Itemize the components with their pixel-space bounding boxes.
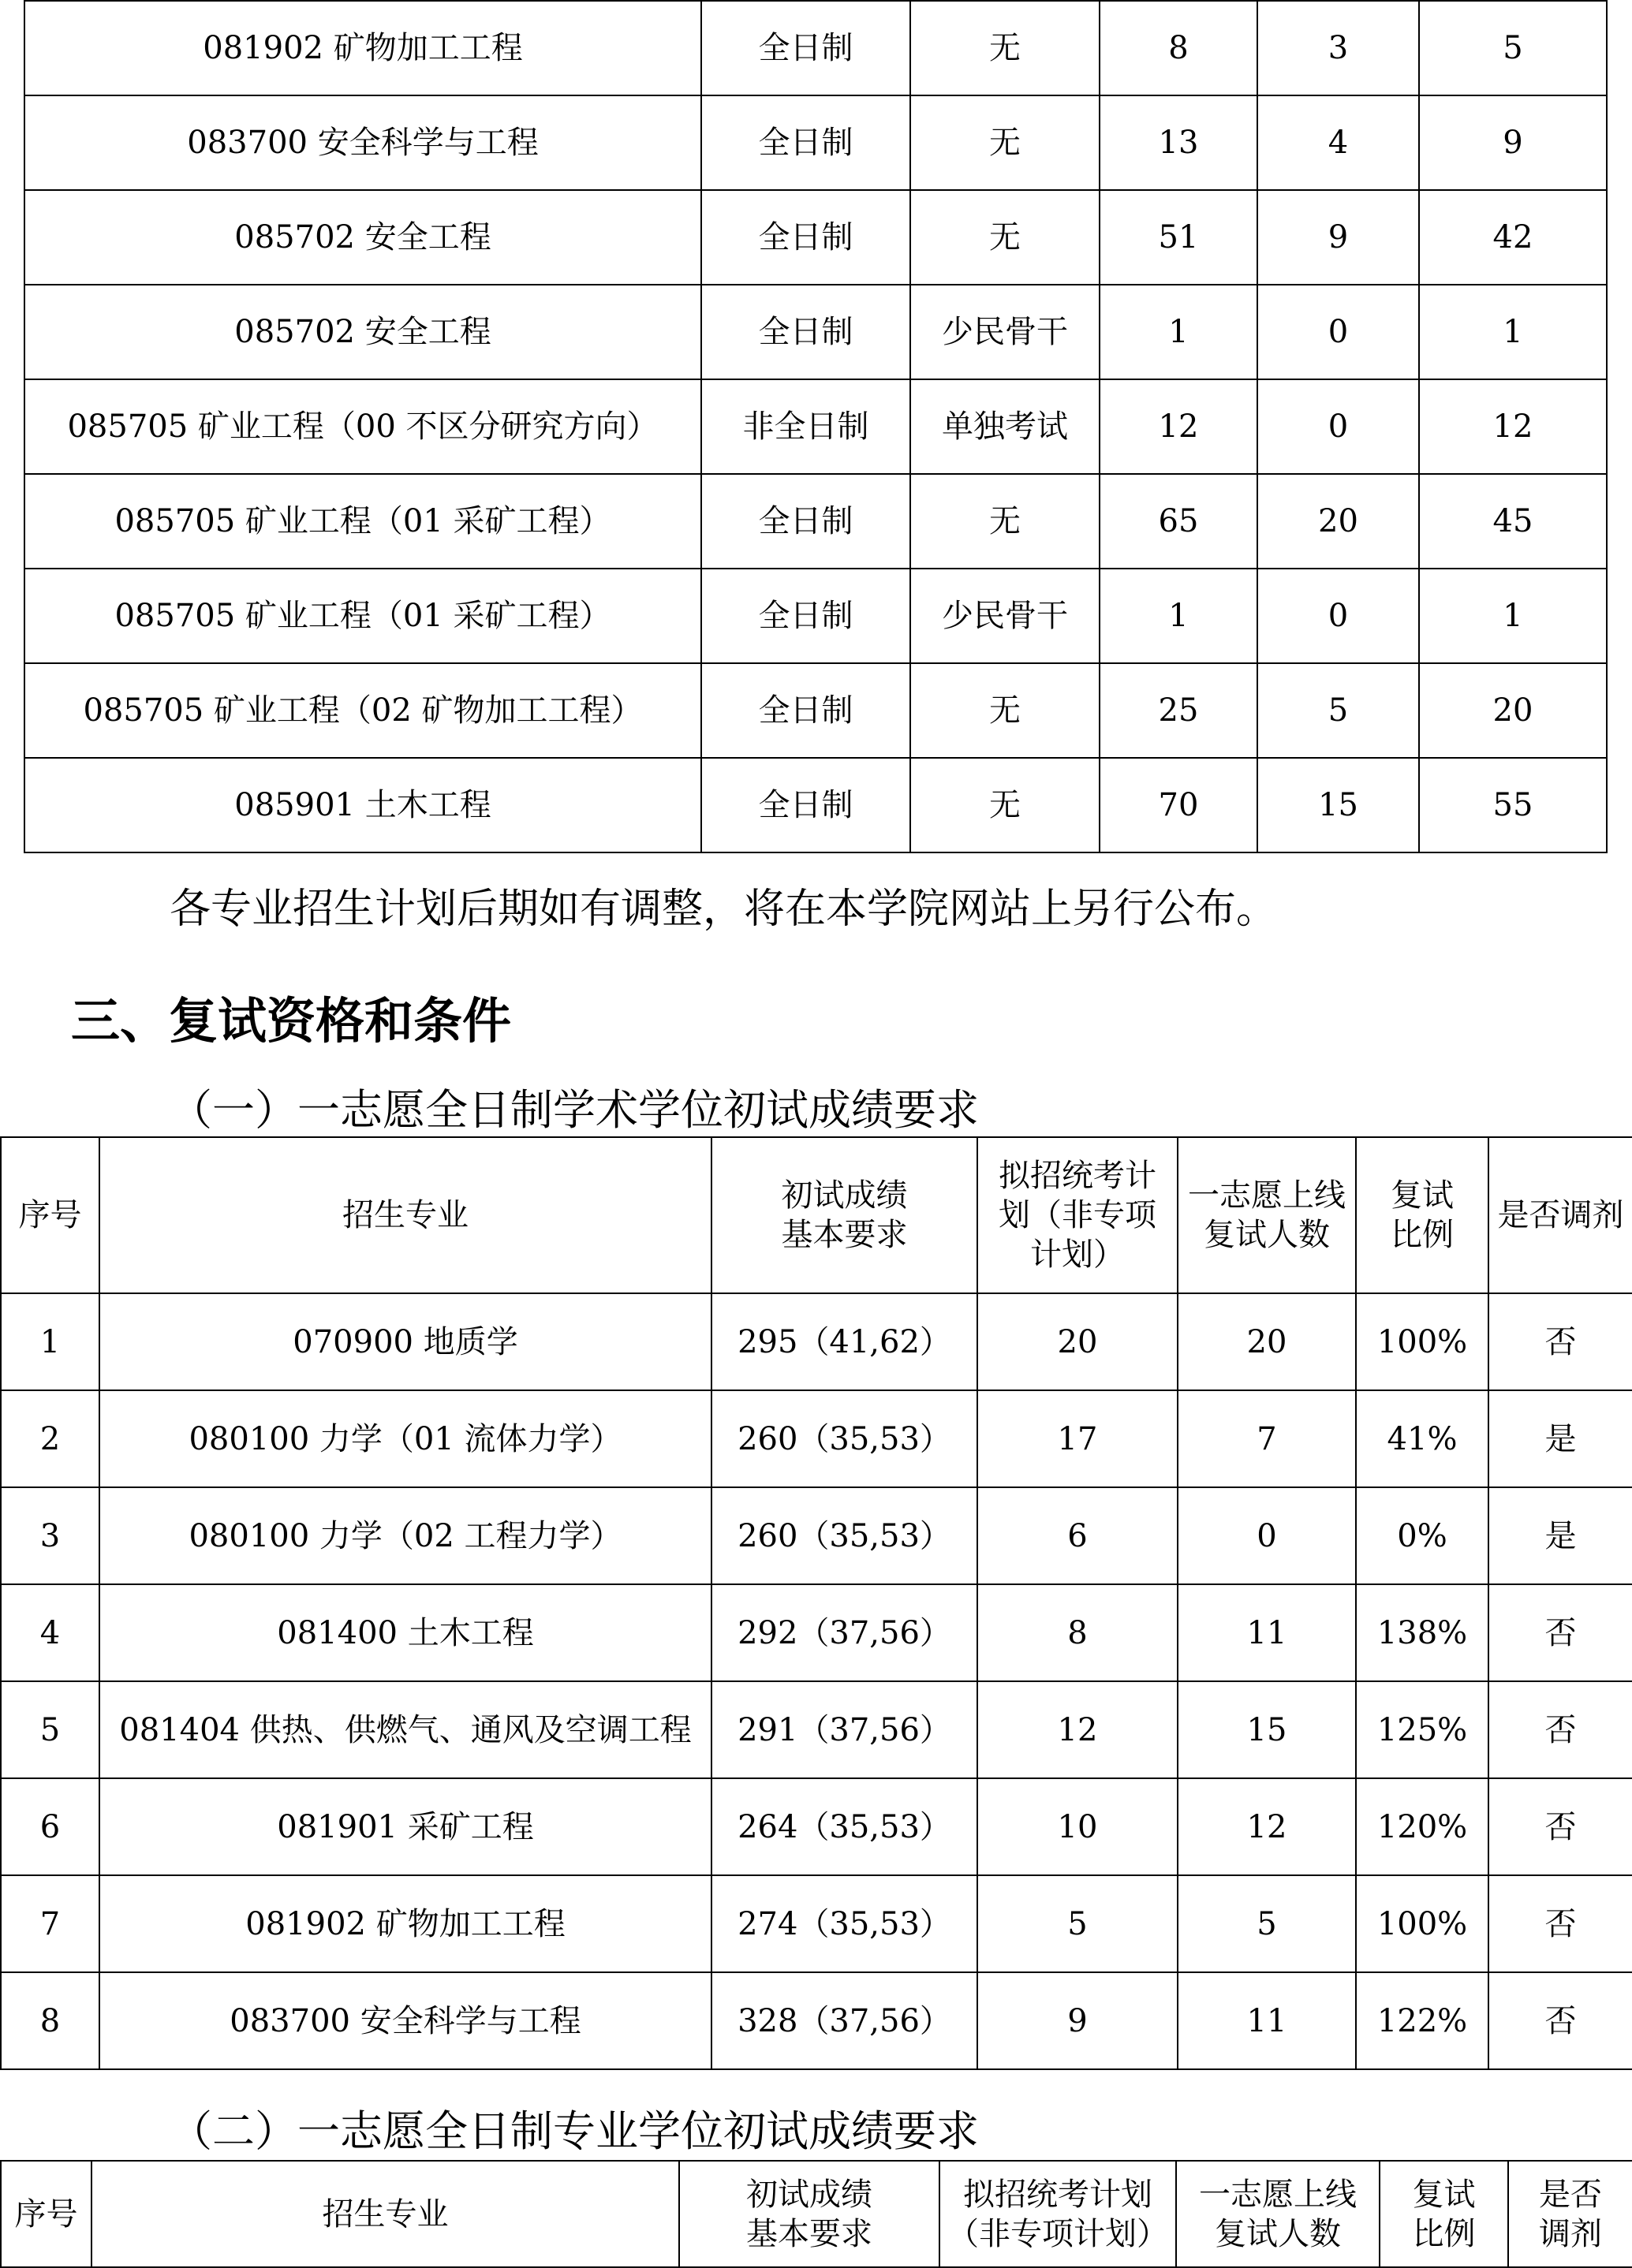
special-plan-cell: 无 [910,95,1100,190]
major-cell: 081901 采矿工程 [99,1778,711,1875]
transfer-cell: 否 [1488,1681,1632,1778]
subsection-2-title: （二）一志愿全日制专业学位初试成绩要求 [170,2106,979,2156]
col-header-qualified-count: 一志愿上线 复试人数 [1176,2161,1380,2267]
special-plan-cell: 少民骨干 [910,285,1100,379]
plan-cell: 9 [977,1972,1178,2069]
col-header-index: 序号 [1,2161,91,2267]
exempt-cell: 0 [1257,379,1419,474]
qualified-count-cell: 15 [1178,1681,1356,1778]
special-plan-cell: 单独考试 [910,379,1100,474]
index-cell: 5 [1,1681,99,1778]
study-mode-cell: 全日制 [701,474,910,569]
col-header-plan: 拟招统考计 划（非专项 计划） [977,1137,1178,1293]
total-plan-cell: 25 [1100,663,1257,758]
ratio-cell: 122% [1356,1972,1488,2069]
col-header-ratio: 复试 比例 [1356,1137,1488,1293]
exempt-cell: 5 [1257,663,1419,758]
study-mode-cell: 全日制 [701,285,910,379]
transfer-cell: 否 [1488,1293,1632,1390]
transfer-cell: 否 [1488,1778,1632,1875]
special-plan-cell: 无 [910,663,1100,758]
study-mode-cell: 全日制 [701,95,910,190]
ratio-cell: 100% [1356,1293,1488,1390]
adjustment-note: 各专业招生计划后期如有调整，将在本学院网站上另行公布。 [170,886,1278,933]
basic-score-cell: 264（35,53） [711,1778,977,1875]
col-header-transfer: 是否调剂 [1488,1137,1632,1293]
professional-degree-score-table [0,2160,1632,2268]
qualified-count-cell: 11 [1178,1972,1356,2069]
special-plan-cell: 无 [910,1,1100,95]
table-row [1,1584,1632,1681]
exempt-cell: 15 [1257,758,1419,852]
exam-plan-cell: 12 [1419,379,1607,474]
col-header-plan: 拟招统考计划 （非专项计划） [939,2161,1176,2267]
major-cell: 085705 矿业工程（02 矿物加工工程） [24,663,701,758]
basic-score-cell: 328（37,56） [711,1972,977,2069]
col-header-basic-score: 初试成绩 基本要求 [711,1137,977,1293]
section-3-title: 三、复试资格和条件 [71,992,512,1050]
table-row [24,663,1607,758]
col-header-major: 招生专业 [91,2161,679,2267]
special-plan-cell: 少民骨干 [910,569,1100,663]
plan-cell: 5 [977,1875,1178,1972]
academic-degree-score-table [0,1136,1632,2070]
ratio-cell: 41% [1356,1390,1488,1487]
study-mode-cell: 全日制 [701,758,910,852]
enrollment-plan-table-body [24,1,1607,852]
study-mode-cell: 全日制 [701,569,910,663]
major-cell: 070900 地质学 [99,1293,711,1390]
plan-cell: 20 [977,1293,1178,1390]
study-mode-cell: 全日制 [701,663,910,758]
special-plan-cell: 无 [910,190,1100,285]
subsection-1-title: （一）一志愿全日制学术学位初试成绩要求 [170,1085,979,1135]
index-cell: 2 [1,1390,99,1487]
table-row [1,1681,1632,1778]
plan-cell: 6 [977,1487,1178,1584]
total-plan-cell: 1 [1100,569,1257,663]
index-cell: 3 [1,1487,99,1584]
total-plan-cell: 8 [1100,1,1257,95]
basic-score-cell: 260（35,53） [711,1390,977,1487]
exempt-cell: 20 [1257,474,1419,569]
exempt-cell: 0 [1257,569,1419,663]
ratio-cell: 125% [1356,1681,1488,1778]
major-cell: 083700 安全科学与工程 [24,95,701,190]
table-row [1,1778,1632,1875]
table-row [24,285,1607,379]
index-cell: 4 [1,1584,99,1681]
ratio-cell: 0% [1356,1487,1488,1584]
col-header-basic-score: 初试成绩 基本要求 [679,2161,939,2267]
academic-table-body [1,1293,1632,2069]
major-cell: 085705 矿业工程（01 采矿工程） [24,569,701,663]
table-row [24,95,1607,190]
transfer-cell: 是 [1488,1487,1632,1584]
table-row [24,190,1607,285]
ratio-cell: 120% [1356,1778,1488,1875]
major-cell: 081404 供热、供燃气、通风及空调工程 [99,1681,711,1778]
major-cell: 085702 安全工程 [24,190,701,285]
exempt-cell: 0 [1257,285,1419,379]
col-header-ratio: 复试 比例 [1380,2161,1508,2267]
qualified-count-cell: 11 [1178,1584,1356,1681]
table-row [24,1,1607,95]
exam-plan-cell: 42 [1419,190,1607,285]
exam-plan-cell: 1 [1419,569,1607,663]
study-mode-cell: 全日制 [701,1,910,95]
exam-plan-cell: 20 [1419,663,1607,758]
academic-table-header [1,1137,1632,1293]
plan-cell: 12 [977,1681,1178,1778]
major-cell: 081902 矿物加工工程 [99,1875,711,1972]
table-row [24,379,1607,474]
major-cell: 080100 力学（02 工程力学） [99,1487,711,1584]
plan-cell: 8 [977,1584,1178,1681]
basic-score-cell: 291（37,56） [711,1681,977,1778]
ratio-cell: 100% [1356,1875,1488,1972]
index-cell: 1 [1,1293,99,1390]
total-plan-cell: 1 [1100,285,1257,379]
index-cell: 7 [1,1875,99,1972]
table-row [24,758,1607,852]
table-row [24,569,1607,663]
transfer-cell: 否 [1488,1584,1632,1681]
table-row [24,474,1607,569]
col-header-transfer: 是否 调剂 [1508,2161,1632,2267]
major-cell: 080100 力学（01 流体力学） [99,1390,711,1487]
major-cell: 081400 土木工程 [99,1584,711,1681]
qualified-count-cell: 5 [1178,1875,1356,1972]
table-row [1,1972,1632,2069]
study-mode-cell: 非全日制 [701,379,910,474]
major-cell: 081902 矿物加工工程 [24,1,701,95]
total-plan-cell: 65 [1100,474,1257,569]
major-cell: 085705 矿业工程（01 采矿工程） [24,474,701,569]
major-cell: 085705 矿业工程（00 不区分研究方向） [24,379,701,474]
col-header-index: 序号 [1,1137,99,1293]
qualified-count-cell: 7 [1178,1390,1356,1487]
table-row [1,1390,1632,1487]
transfer-cell: 否 [1488,1972,1632,2069]
total-plan-cell: 12 [1100,379,1257,474]
total-plan-cell: 70 [1100,758,1257,852]
major-cell: 085702 安全工程 [24,285,701,379]
exam-plan-cell: 9 [1419,95,1607,190]
basic-score-cell: 260（35,53） [711,1487,977,1584]
basic-score-cell: 295（41,62） [711,1293,977,1390]
plan-cell: 10 [977,1778,1178,1875]
qualified-count-cell: 12 [1178,1778,1356,1875]
col-header-qualified-count: 一志愿上线 复试人数 [1178,1137,1356,1293]
qualified-count-cell: 0 [1178,1487,1356,1584]
ratio-cell: 138% [1356,1584,1488,1681]
special-plan-cell: 无 [910,758,1100,852]
table-row [1,1293,1632,1390]
basic-score-cell: 274（35,53） [711,1875,977,1972]
professional-table-header [1,2161,1632,2267]
exam-plan-cell: 5 [1419,1,1607,95]
plan-cell: 17 [977,1390,1178,1487]
total-plan-cell: 51 [1100,190,1257,285]
exempt-cell: 4 [1257,95,1419,190]
transfer-cell: 否 [1488,1875,1632,1972]
exempt-cell: 9 [1257,190,1419,285]
enrollment-plan-table [24,0,1608,853]
major-cell: 083700 安全科学与工程 [99,1972,711,2069]
index-cell: 6 [1,1778,99,1875]
table-row [1,1487,1632,1584]
major-cell: 085901 土木工程 [24,758,701,852]
exam-plan-cell: 45 [1419,474,1607,569]
total-plan-cell: 13 [1100,95,1257,190]
study-mode-cell: 全日制 [701,190,910,285]
exam-plan-cell: 1 [1419,285,1607,379]
table-row [1,1875,1632,1972]
qualified-count-cell: 20 [1178,1293,1356,1390]
exempt-cell: 3 [1257,1,1419,95]
basic-score-cell: 292（37,56） [711,1584,977,1681]
index-cell: 8 [1,1972,99,2069]
col-header-major: 招生专业 [99,1137,711,1293]
transfer-cell: 是 [1488,1390,1632,1487]
special-plan-cell: 无 [910,474,1100,569]
exam-plan-cell: 55 [1419,758,1607,852]
